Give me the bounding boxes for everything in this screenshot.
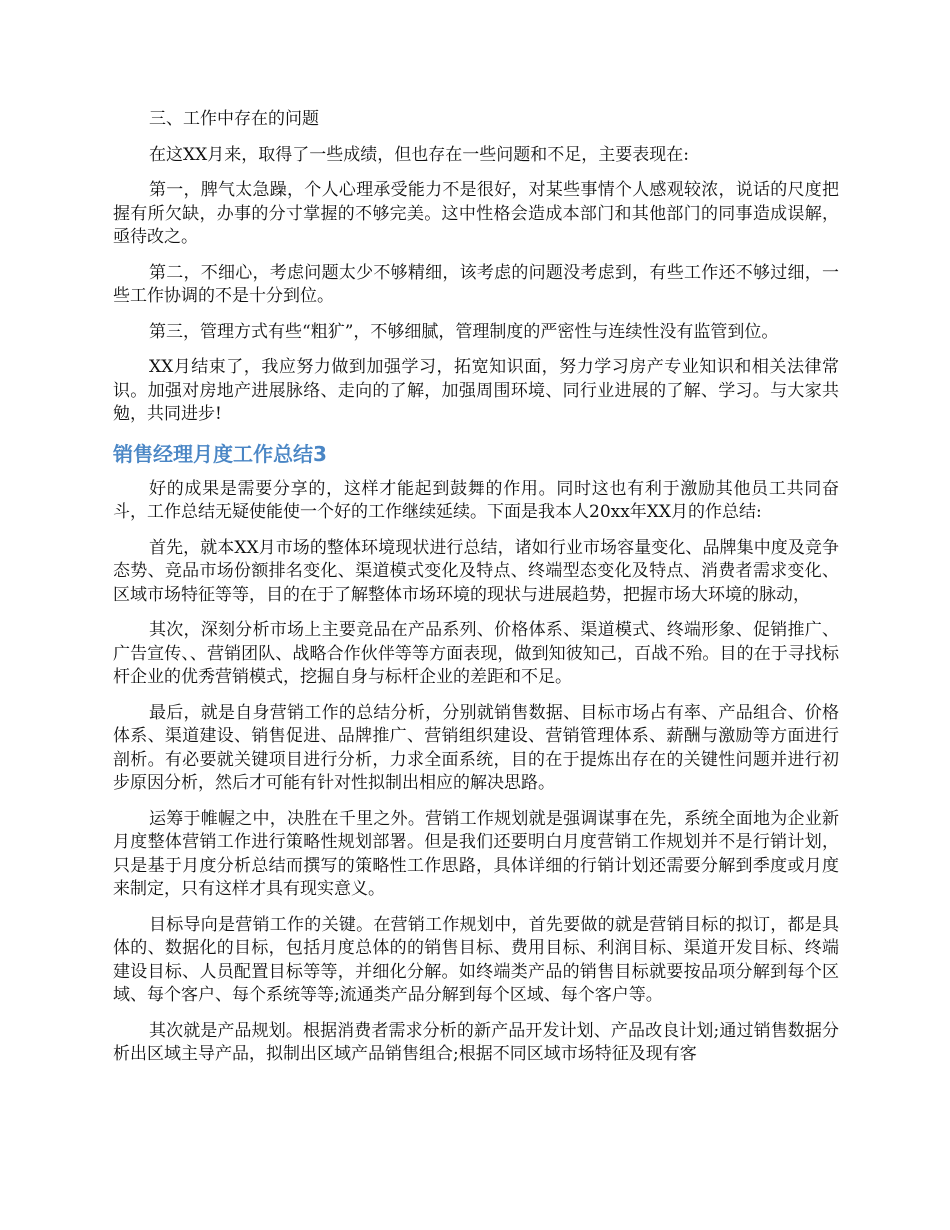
paragraph-competitor-analysis: 其次，深刻分析市场上主要竞品在产品系列、价格体系、渠道模式、终端形象、促销推广、广告宣传、、营销团队、战略合作伙伴等等方面表现，做到知彼知己，百战不殆。目的在于寻找标杆企业的优秀营销模式，挖掘自身与标杆企业的差距和不足。: [113, 620, 839, 687]
paragraph-conclusion: XX月结束了，我应努力做到加强学习，拓宽知识面，努力学习房产专业知识和相关法律常识。加强对房地产进展脉络、走向的了解，加强周围环境、同行业进展的了解、学习。与大家共勉，共同进步!: [113, 357, 839, 424]
paragraph-issues-heading: 三、工作中存在的问题: [149, 109, 319, 129]
paragraph-market-environment: 首先，就本XX月市场的整体环境现状进行总结，诸如行业市场容量变化、品牌集中度及竞争态势、竞品市场份额排名变化、渠道模式变化及特点、终端型态变化及特点、消费者需求变化、区域市场特征等等，目的在于了解整体市场环境的现状与进展趋势，把握市场大环境的脉动，: [113, 537, 839, 605]
paragraph-opening: 好的成果是需要分享的，这样才能起到鼓舞的作用。同时这也有利于激励其他员工共同奋斗，工作总结无疑使能使一个好的工作继续延续。下面是我本人20xx年XX月的作总结:: [113, 478, 839, 522]
paragraph-goals: 目标导向是营销工作的关键。在营销工作规划中，首先要做的就是营销目标的拟订，都是具体的、数据化的目标，包括月度总体的的销售目标、费用目标、利润目标、渠道开发目标、终端建设目标、人员配置目标等等，并细化分解。如终端类产品的销售目标就要按品项分解到每个区域、每个客户、每个系统等等;流通类产品分解到每个区域、每个客户等。: [113, 914, 839, 1005]
paragraph-third: 第三，管理方式有些“粗犷”，不够细腻，管理制度的严密性与连续性没有监管到位。: [149, 321, 779, 342]
paragraph-first: 第一，脾气太急躁，个人心理承受能力不是很好，对某些事情个人感观较浓，说话的尺度把握有所欠缺，办事的分寸掌握的不够完美。这中性格会造成本部门和其他部门的同事造成误解，亟待改之。: [113, 180, 839, 247]
paragraph-self-analysis: 最后，就是自身营销工作的总结分析，分别就销售数据、目标市场占有率、产品组合、价格体系、渠道建设、销售促进、品牌推广、营销组织建设、营销管理体系、薪酬与激励等方面进行剖析。有必要就关键项目进行分析，力求全面系统，目的在于提炼出存在的关键性问题并进行初步原因分析，然后才可能有针对性拟制出相应的解决思路。: [113, 702, 839, 793]
paragraph-planning: 运筹于帷幄之中，决胜在千里之外。营销工作规划就是强调谋事在先，系统全面地为企业新月度整体营销工作进行策略性规划部署。但是我们还要明白月度营销工作规划并不是行销计划，只是基于月度分析总结而撰写的策略性工作思路，具体详细的行销计划还需要分解到季度或月度来制定，只有这样才具有现实意义。: [113, 808, 839, 899]
paragraph-product-planning: 其次就是产品规划。根据消费者需求分析的新产品开发计划、产品改良计划;通过销售数据分析出区域主导产品，拟制出区域产品销售组合;根据不同区域市场特征及现有客: [113, 1020, 839, 1064]
section-title: 销售经理月度工作总结3: [113, 441, 327, 466]
paragraph-second: 第二，不细心，考虑问题太少不够精细，该考虑的问题没考虑到，有些工作还不够过细，一些工作协调的不是十分到位。: [113, 262, 839, 306]
paragraph-intro: 在这XX月来，取得了一些成绩，但也存在一些问题和不足，主要表现在:: [149, 144, 689, 165]
document-body: [113, 108, 839, 1079]
